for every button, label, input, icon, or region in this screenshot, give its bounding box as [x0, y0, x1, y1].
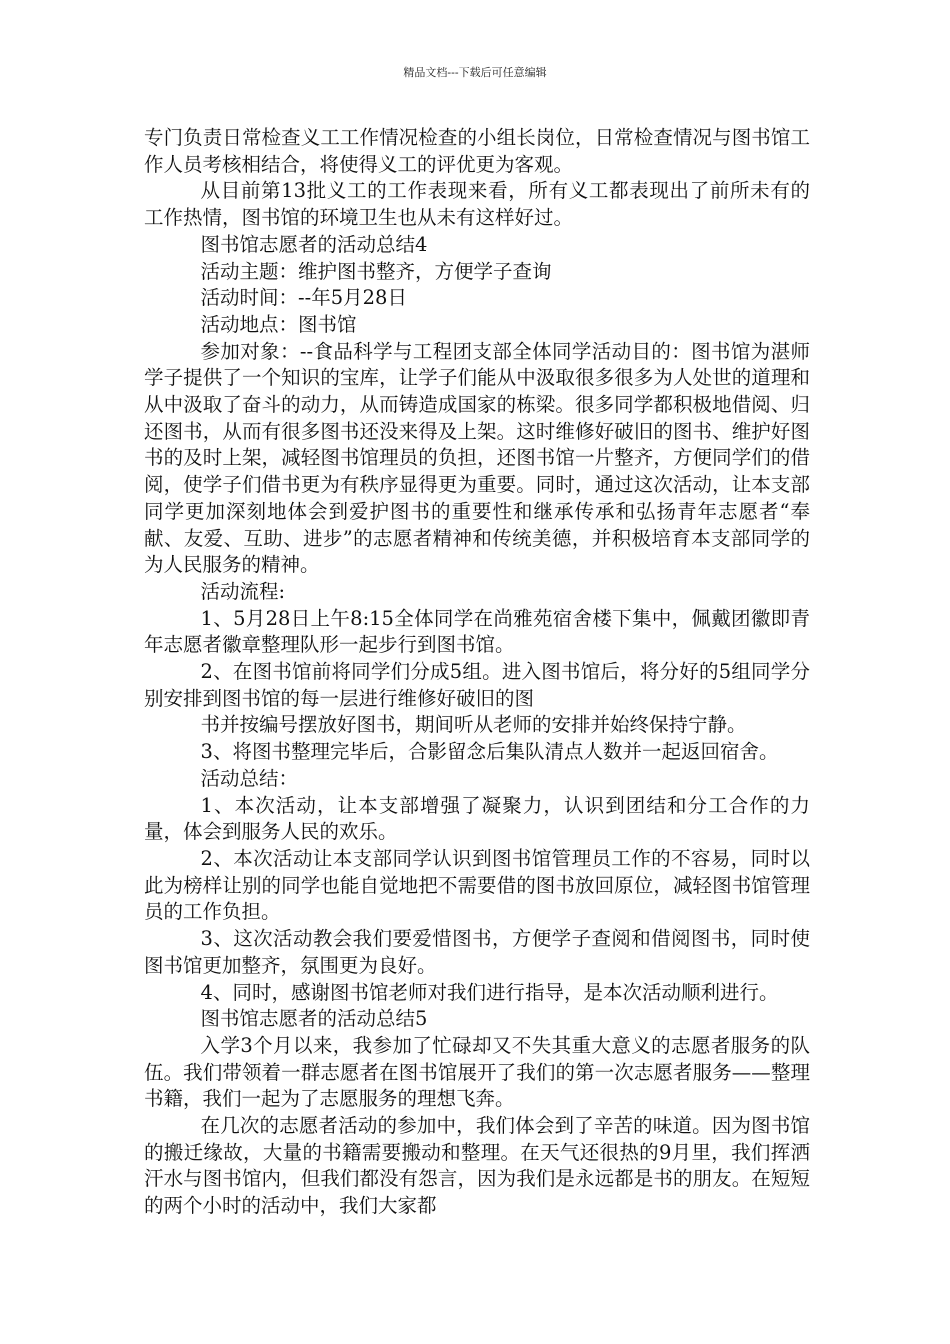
summary-item: 1、本次活动，让本支部增强了凝聚力，认识到团结和分工合作的力量，体会到服务人民的欢乐。	[144, 793, 810, 844]
section-title: 图书馆志愿者的活动总结5	[200, 1007, 428, 1031]
summary-item: 3、这次活动教会我们要爱惜图书，方便学子查阅和借阅图书，同时使图书馆更加整齐，氛围更为良好。	[144, 927, 810, 977]
paragraph: 从目前第13批义工的工作表现来看，所有义工都表现出了前所未有的工作热情，图书馆的环境卫生也从未有这样好过。	[144, 179, 810, 230]
process-heading: 活动流程:	[200, 579, 286, 603]
summary-item: 4、同时，感谢图书馆老师对我们进行指导，是本次活动顺利进行。	[200, 980, 779, 1004]
activity-time: 活动时间：--年5月28日	[200, 286, 407, 310]
summary-item: 2、本次活动让本支部同学认识到图书馆管理员工作的不容易，同时以此为榜样让别的同学也能自觉地把不需要借的图书放回原位，减轻图书馆管理员的工作负担。	[144, 846, 810, 924]
document-body	[144, 125, 810, 1220]
summary-heading: 活动总结：	[200, 766, 299, 790]
paragraph: 专门负责日常检查义工工作情况检查的小组长岗位，日常检查情况与图书馆工作人员考核相结合，将使得义工的评优更为客观。	[144, 126, 810, 176]
process-step: 2、在图书馆前将同学们分成5组。进入图书馆后，将分好的5组同学分别安排到图书馆的每一层进行维修好破旧的图	[144, 660, 810, 710]
paragraph: 入学3个月以来，我参加了忙碌却又不失其重大意义的志愿者服务的队伍。我们带领着一群志愿者在图书馆展开了我们的第一次志愿者服务——整理书籍，我们一起为了志愿服务的理想飞奔。	[144, 1033, 810, 1111]
process-step: 1、5月28日上午8:15全体同学在尚雅苑宿舍楼下集中，佩戴团徽即青年志愿者徽章整理队形一起步行到图书馆。	[144, 606, 810, 657]
process-step-continued: 书并按编号摆放好图书，期间听从老师的安排并始终保持宁静。	[200, 713, 747, 737]
paragraph: 在几次的志愿者活动的参加中，我们体会到了辛苦的味道。因为图书馆的搬迁缘故，大量的书籍需要搬动和整理。在天气还很热的9月里，我们挥洒汗水与图书馆内，但我们都没有怨言，因为我们是永远都是书的朋友。在短短的两个小时的活动中，我们大家都	[144, 1114, 810, 1218]
page-header: 精品文档---下载后可任意编辑	[403, 66, 547, 79]
activity-location: 活动地点：图书馆	[200, 312, 357, 336]
participants-paragraph: 参加对象：--食品科学与工程团支部全体同学活动目的：图书馆为湛师学子提供了一个知识的宝库，让学子们能从中汲取很多很多为人处世的道理和从中汲取了奋斗的动力，从而铸造成国家的栋梁。很多同学都积极地借阅、归还图书，从而有很多图书还没来得及上架。这时维修好破旧的图书、维护好图书的及时上架，减轻图书馆理员的负担，还图书馆一片整齐，方便同学们的借阅，使学子们借书更为有秩序显得更为重要。同时，通过这次活动，让本支部同学更加深刻地体会到爱护图书的重要性和继承传承和弘扬青年志愿者“奉献、友爱、互助、进步”的志愿者精神和传统美德，并积极培育本支部同学的为人民服务的精神。	[144, 339, 810, 577]
activity-theme: 活动主题：维护图书整齐，方便学子查询	[200, 259, 552, 283]
process-step: 3、将图书整理完毕后，合影留念后集队清点人数并一起返回宿舍。	[200, 740, 779, 764]
section-title: 图书馆志愿者的活动总结4	[200, 232, 428, 256]
